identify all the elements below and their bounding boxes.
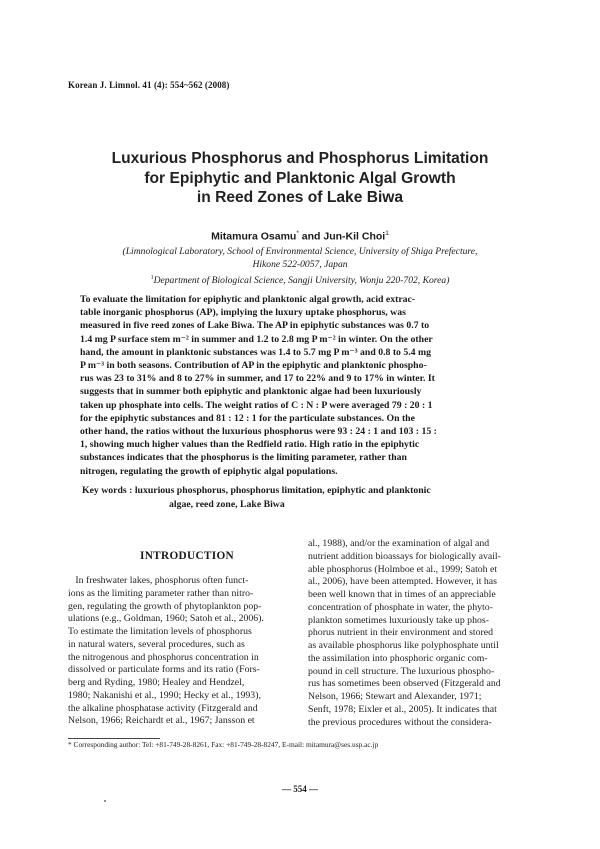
title-line-2: for Epiphytic and Planktonic Algal Growth	[144, 169, 456, 187]
keywords-text: luxurious phosphorus, phosphorus limitation, epiphytic and planktonic	[134, 485, 431, 496]
author-name: Mitamura Osamu	[211, 230, 297, 243]
abstract-line: for the epiphytic substances and 81 : 12 : 1 for the particulate substances. On the	[80, 412, 415, 424]
keywords	[82, 484, 512, 511]
body-line: been well known that in times of an appreciable	[308, 589, 496, 600]
page-number: — 554 —	[282, 784, 318, 794]
body-line: In freshwater lakes, phosphorus often funct-	[75, 575, 249, 586]
body-line: gen, regulating the growth of phytoplankton pop-	[68, 600, 262, 612]
body-line: the previous procedures without the considera-	[308, 716, 492, 728]
author-joiner: and	[298, 230, 324, 243]
affiliation-line: Hikone 522-0057, Japan	[252, 258, 348, 270]
body-line: plankton sometimes luxuriously take up phos-	[308, 614, 489, 626]
abstract-line: To evaluate the limitation for epiphytic and planktonic algal growth, acid extrac-	[80, 294, 416, 305]
abstract-line: nitrogen, regulating the growth of epiphytic algal populations.	[80, 465, 338, 477]
scan-speck	[104, 800, 106, 802]
body-line: dissolved or particulate forms and its ratio (Fors-	[68, 664, 260, 676]
abstract-line: table inorganic phosphorus (AP), implying the luxury uptake phosphorus, was	[80, 307, 406, 319]
abstract-line: substances indicates that the phosphorus is the limiting parameter, rather than	[80, 452, 407, 464]
abstract-line: taken up phosphate into cells. The weight ratios of C : N : P were averaged 79 : 20 : 1	[80, 399, 433, 411]
corresponding-author-footnote: * Corresponding author: Tel: +81-749-28-8261, Fax: +81-749-28-8247, E-mail: mitamura@ses.usp.ac.jp	[68, 740, 379, 749]
abstract-line: hand, the amount in planktonic substances was 1.4 to 5.7 mg P m⁻³ and 0.8 to 5.4 mg	[80, 346, 431, 358]
abstract-line: 1, showing much higher values than the Redfield ratio. High ratio in the epiphytic	[80, 439, 420, 451]
body-line: To estimate the limitation levels of phosphorus	[68, 626, 252, 637]
body-line: Nelson, 1966; Stewart and Alexander, 1971;	[308, 691, 482, 702]
body-line: al., 1988), and/or the examination of algal and	[308, 538, 490, 549]
abstract-line: measured in five reed zones of Lake Biwa. The AP in epiphytic substances was 0.7 to	[80, 320, 430, 332]
body-line: as available phosphorus like polyphosphate until	[308, 640, 499, 651]
abstract-line: rus was 23 to 31% and 8 to 27% in summer, and 17 to 22% and 9 to 17% in winter. It	[80, 373, 435, 385]
affiliation-line: $^1$Department of Biological Science, Sangji University, Wonju 220-702, Korea)	[150, 274, 450, 286]
body-line: Nelson, 1966; Reichardt et al., 1967; Jansson et	[68, 715, 255, 727]
body-line: al., 2006), have been attempted. However, it has	[308, 576, 497, 588]
body-line: able phosphorus (Holmboe et al., 1999; Satoh et	[308, 563, 498, 575]
body-line: ions as the limiting parameter rather than nitro-	[68, 587, 254, 599]
keywords-label: Key words :	[82, 485, 133, 496]
body-line: nutrient addition bioassays for biologically avail-	[308, 550, 501, 562]
abstract	[80, 293, 512, 478]
body-line: the assimilation into phosphoric organic com-	[308, 652, 488, 664]
body-line: pound in cell structure. The luxurious phospho-	[308, 665, 495, 677]
body-line: rus has sometimes been observed (Fitzgerald and	[308, 678, 501, 690]
body-line: concentration of phosphate in water, the phyto-	[308, 601, 493, 613]
author-list	[60, 230, 540, 243]
body-line: 1980; Nakanishi et al., 1990; Hecky et al., 1993),	[68, 689, 261, 701]
title-line-1: Luxurious Phosphorus and Phosphorus Limitation	[111, 150, 489, 167]
body-column-right	[308, 538, 548, 729]
journal-citation: Korean J. Limnol. 41 (4): 554~562 (2008)	[68, 80, 230, 90]
keywords-text: algae, reed zone, Lake Biwa	[169, 498, 285, 510]
paper-title	[60, 149, 540, 208]
body-line: the nitrogenous and phosphorus concentration in	[68, 651, 259, 663]
affiliation-mark: 1	[385, 230, 389, 237]
abstract-line: other hand, the ratios without the luxurious phosphorus were 93 : 24 : 1 and 103 : 15 :	[80, 426, 437, 438]
body-line: in natural waters, several procedures, such as	[68, 638, 245, 650]
body-line: ulations (e.g., Goldman, 1960; Satoh et al., 2006).	[68, 613, 264, 625]
section-heading-introduction: INTRODUCTION	[140, 550, 234, 562]
body-line: berg and Ryding, 1980; Healey and Hendzel,	[68, 677, 245, 688]
footnote-divider	[68, 738, 160, 739]
title-line-3: in Reed Zones of Lake Biwa	[196, 189, 404, 206]
body-line: Senft, 1978; Eixler et al., 2005). It indicates that	[308, 703, 497, 715]
abstract-line: suggests that in summer both epiphytic and planktonic algae had been luxuriously	[80, 386, 422, 398]
author-name: Jun-Kil Choi	[323, 230, 386, 243]
abstract-line: P m⁻³ in both seasons. Contribution of AP in the epiphytic and planktonic phospho-	[80, 360, 427, 372]
affiliations	[90, 246, 510, 288]
abstract-line: 1.4 mg P surface stem m⁻² in summer and 1.2 to 2.8 mg P m⁻² in winter. On the other	[80, 333, 433, 345]
corresponding-mark: *	[296, 230, 299, 237]
body-line: phorus nutrient in their environment and stored	[308, 627, 494, 639]
body-line: the alkaline phosphatase activity (Fitzgerald and	[68, 702, 258, 714]
affiliation-line: (Limnological Laboratory, School of Environmental Science, University of Shiga Prefecture,	[122, 246, 478, 257]
body-column-left	[68, 575, 306, 728]
affiliation-mark: 1	[150, 274, 154, 281]
